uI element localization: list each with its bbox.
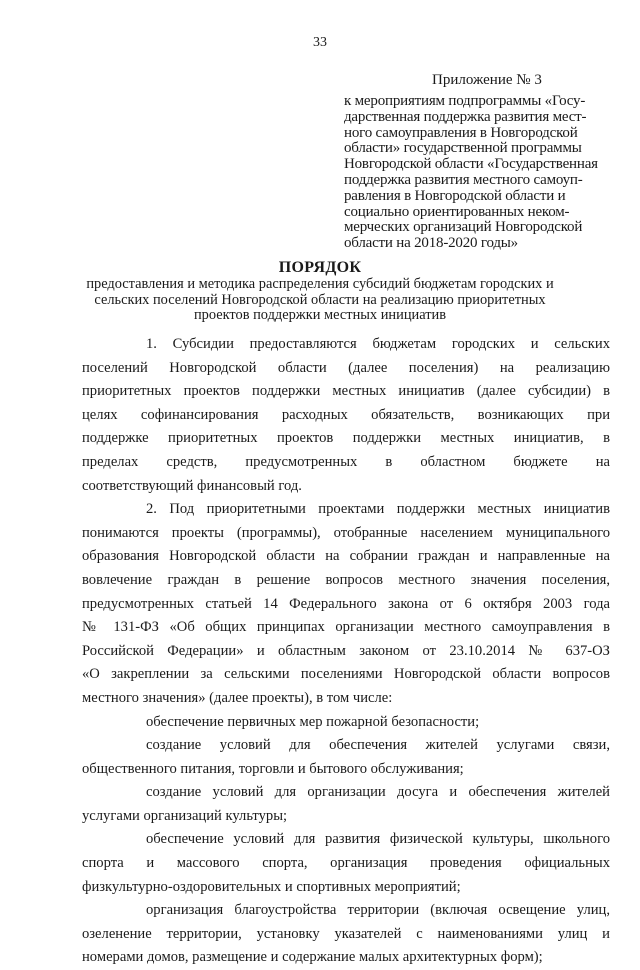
appendix-subtitle xyxy=(344,94,606,252)
body-line: поддержке приоритетных проектов поддержки местных инициатив, в xyxy=(82,430,610,447)
body-line: спорта и массового спорта, организация проведения официальных xyxy=(82,855,610,872)
body-line: создание условий для обеспечения жителей услугами связи, xyxy=(146,737,610,754)
page-number: 33 xyxy=(313,35,327,50)
body-line: пределах средств, предусмотренных в областном бюджете на xyxy=(82,453,610,470)
body-line: приоритетных проектов поддержки местных инициатив (далее субсидии) в xyxy=(82,383,610,400)
body-line: физкультурно-оздоровительных и спортивных мероприятий; xyxy=(82,878,461,895)
subheading-line: предоставления и методика распределения субсидий бюджетам городских и xyxy=(86,276,554,292)
body-line: местного значения» (далее проекты), в том числе: xyxy=(82,689,393,706)
appendix-subtitle-line: области» государственной программы xyxy=(344,140,582,157)
body-line: организация благоустройства территории (включая освещение улиц, xyxy=(146,902,610,919)
body-line: обеспечение первичных мер пожарной безопасности; xyxy=(146,713,480,730)
body-line: соответствующий финансовый год. xyxy=(82,477,302,494)
body-line: создание условий для организации досуга и обеспечения жителей xyxy=(146,784,610,801)
body-line: общественного питания, торговли и бытового обслуживания; xyxy=(82,760,464,777)
body-line: образования Новгородской области на собрании граждан и направленные на xyxy=(82,548,610,565)
body-line: 1. Субсидии предоставляются бюджетам городских и сельских xyxy=(146,336,610,352)
document-body xyxy=(82,333,610,970)
body-line: «О закреплении за сельскими поселениями Новгородской области вопросов xyxy=(82,666,610,683)
appendix-subtitle-line: ного самоуправления в Новгородской xyxy=(344,124,578,141)
appendix-subtitle-line: равления в Новгородской области и xyxy=(344,187,566,204)
appendix-subtitle-line: поддержка развития местного самоуп- xyxy=(344,171,583,188)
document-heading: ПОРЯДОК xyxy=(278,259,362,276)
body-line: № 131-ФЗ «Об общих принципах организации местного самоуправления в xyxy=(82,619,610,636)
body-line: понимаются проекты (программы), отобранные населением муниципального xyxy=(82,524,610,541)
appendix-title: Приложение № 3 xyxy=(432,72,542,88)
body-line: целях софинансирования расходных обязательств, возникающих при xyxy=(82,406,610,423)
appendix-subtitle-line: мерческих организаций Новгородской xyxy=(344,219,583,236)
document-subheading xyxy=(0,277,640,324)
subheading-line: проектов поддержки местных инициатив xyxy=(193,307,447,323)
body-line: обеспечение условий для развития физической культуры, школьного xyxy=(146,831,610,848)
body-line: Российской Федерации» и областным законом от 23.10.2014 № 637-ОЗ xyxy=(82,642,610,659)
body-line: предусмотренных статьей 14 Федерального закона от 6 октября 2003 года xyxy=(82,595,610,612)
body-line: озеленение территории, установку указателей с наименованиями улиц и xyxy=(82,925,610,942)
body-line: поселений Новгородской области (далее поселения) на реализацию xyxy=(82,359,610,376)
body-line: номерами домов, размещение и содержание малых архитектурных форм); xyxy=(82,949,543,966)
appendix-subtitle-line: социально ориентированных неком- xyxy=(344,203,570,220)
appendix-subtitle-line: области на 2018-2020 годы» xyxy=(344,235,518,252)
body-line: вовлечение граждан в решение вопросов местного значения поселения, xyxy=(82,571,610,588)
appendix-subtitle-line: Новгородской области «Государственная xyxy=(344,156,598,173)
body-line: 2. Под приоритетными проектами поддержки местных инициатив xyxy=(146,501,610,518)
body-line: услугами организаций культуры; xyxy=(82,807,288,824)
appendix-subtitle-line: к мероприятиям подпрограммы «Госу- xyxy=(344,93,586,109)
appendix-subtitle-line: дарственная поддержка развития мест- xyxy=(344,108,587,125)
subheading-line: сельских поселений Новгородской области на реализацию приоритетных xyxy=(94,291,546,308)
